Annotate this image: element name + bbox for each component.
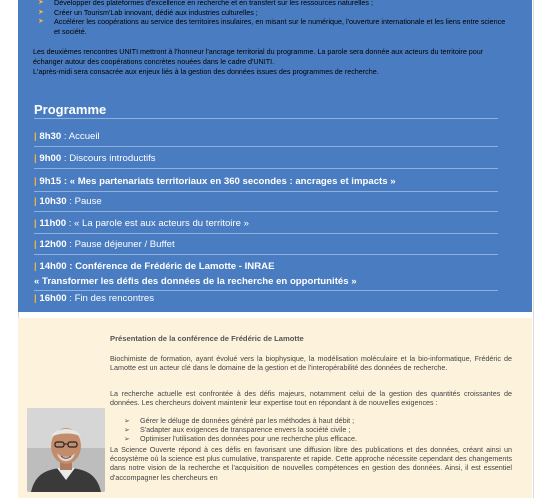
divider (34, 146, 498, 147)
programme-item-subtitle: « Transformer les défis des données de la recherche en opportunités » (34, 276, 357, 287)
programme-item: | 9h15 : « Mes partenariats territoriaux en 360 secondes : ancrages et impacts » (34, 176, 396, 187)
intro-bullet-list (38, 0, 508, 36)
programme-item: | 8h30 : Accueil (34, 131, 100, 142)
list-item: ➢ Optimiser l'utilisation des données pour une recherche plus efficace. (124, 434, 357, 444)
conference-open-science: La Science Ouverte répond à ces défis en favorisant une diffusion libre des publications et des données, créant ainsi un écosystème où la science est plus cumulative, transparente et rapide. Cette approche nécessite cependant des changements dans notre vision de la recherche et l'acquisition de nouvelles compétences en gestion des données. Ainsi, il est essentiel d'accompagner les chercheurs en (110, 445, 512, 482)
list-item: ➢ S'adapter aux exigences de transparence envers la société civile ; (124, 425, 351, 435)
programme-item: | 9h00 : Discours introductifs (34, 153, 156, 164)
programme-title: Programme (34, 102, 107, 117)
programme-item: | 14h00 : Conférence de Frédéric de Lamotte - INRAE (34, 261, 275, 272)
divider (34, 168, 498, 169)
arrow-icon: ➢ (124, 434, 131, 444)
divider (34, 211, 498, 212)
conference-bio: Biochimiste de formation, ayant évolué vers la biophysique, la modélisation moléculaire et la bio-informatique, Frédéric de Lamotte est un acteur clé dans le domaine de la gestion et de l'interopérabilité des données de recherche. (110, 354, 512, 373)
bullet-icon: ➤ (38, 18, 44, 26)
divider (34, 118, 498, 119)
programme-item: | 10h30 : Pause (34, 196, 102, 207)
list-item: ➢ Gérer le déluge de données généré par les méthodes à haut débit ; (124, 416, 355, 425)
divider (34, 233, 498, 234)
intro-paragraph: Les deuxièmes rencontres UNITI mettront à l'honneur l'ancrage territorial du programme. La parole sera donnée aux acteurs du territoire pour échanger autour des coopérations concrètes nouées dans le cadre d'UNITI. (33, 47, 484, 66)
divider (34, 254, 498, 255)
divider (34, 290, 498, 291)
programme-item: | 16h00 : Fin des rencontres (34, 293, 155, 304)
bullet-icon: ➤ (38, 0, 44, 6)
programme-item: | 11h00 : « La parole est aux acteurs du territoire » (34, 218, 249, 229)
intro-paragraph-afternoon: L'après-midi sera consacrée aux enjeux liés à la gestion des données issues des programmes de recherche. (33, 67, 379, 76)
conference-challenges: La recherche actuelle est confrontée à des défis majeurs, notamment celui de la gestion des quantités croissantes de données. Les chercheurs doivent maintenir leur expertise tout en répondant à de nouvelles exigences : (110, 389, 512, 408)
arrow-icon: ➢ (124, 425, 131, 435)
list-item: ➤ Accélérer les coopérations au service des territoires insulaires, en misant sur le numérique, l'ouverture internationale et les liens entre science et société. (38, 17, 506, 36)
divider (34, 191, 498, 192)
programme-item: | 12h00 : Pause déjeuner / Buffet (34, 239, 175, 250)
speaker-photo (27, 408, 105, 492)
bullet-icon: ➤ (38, 8, 44, 16)
list-item: ➤ Développer des plateformes d'excellence en recherche et en transfert sur les ressources naturelles ; (38, 0, 373, 7)
list-item: ➤ Créer un Tourism'Lab innovant, dédié aux industries culturelles ; (38, 7, 258, 17)
arrow-icon: ➢ (124, 416, 131, 425)
conference-title: Présentation de la conférence de Frédéric de Lamotte (110, 334, 304, 343)
challenge-list (124, 416, 504, 444)
speaker-portrait-illustration (27, 408, 105, 492)
